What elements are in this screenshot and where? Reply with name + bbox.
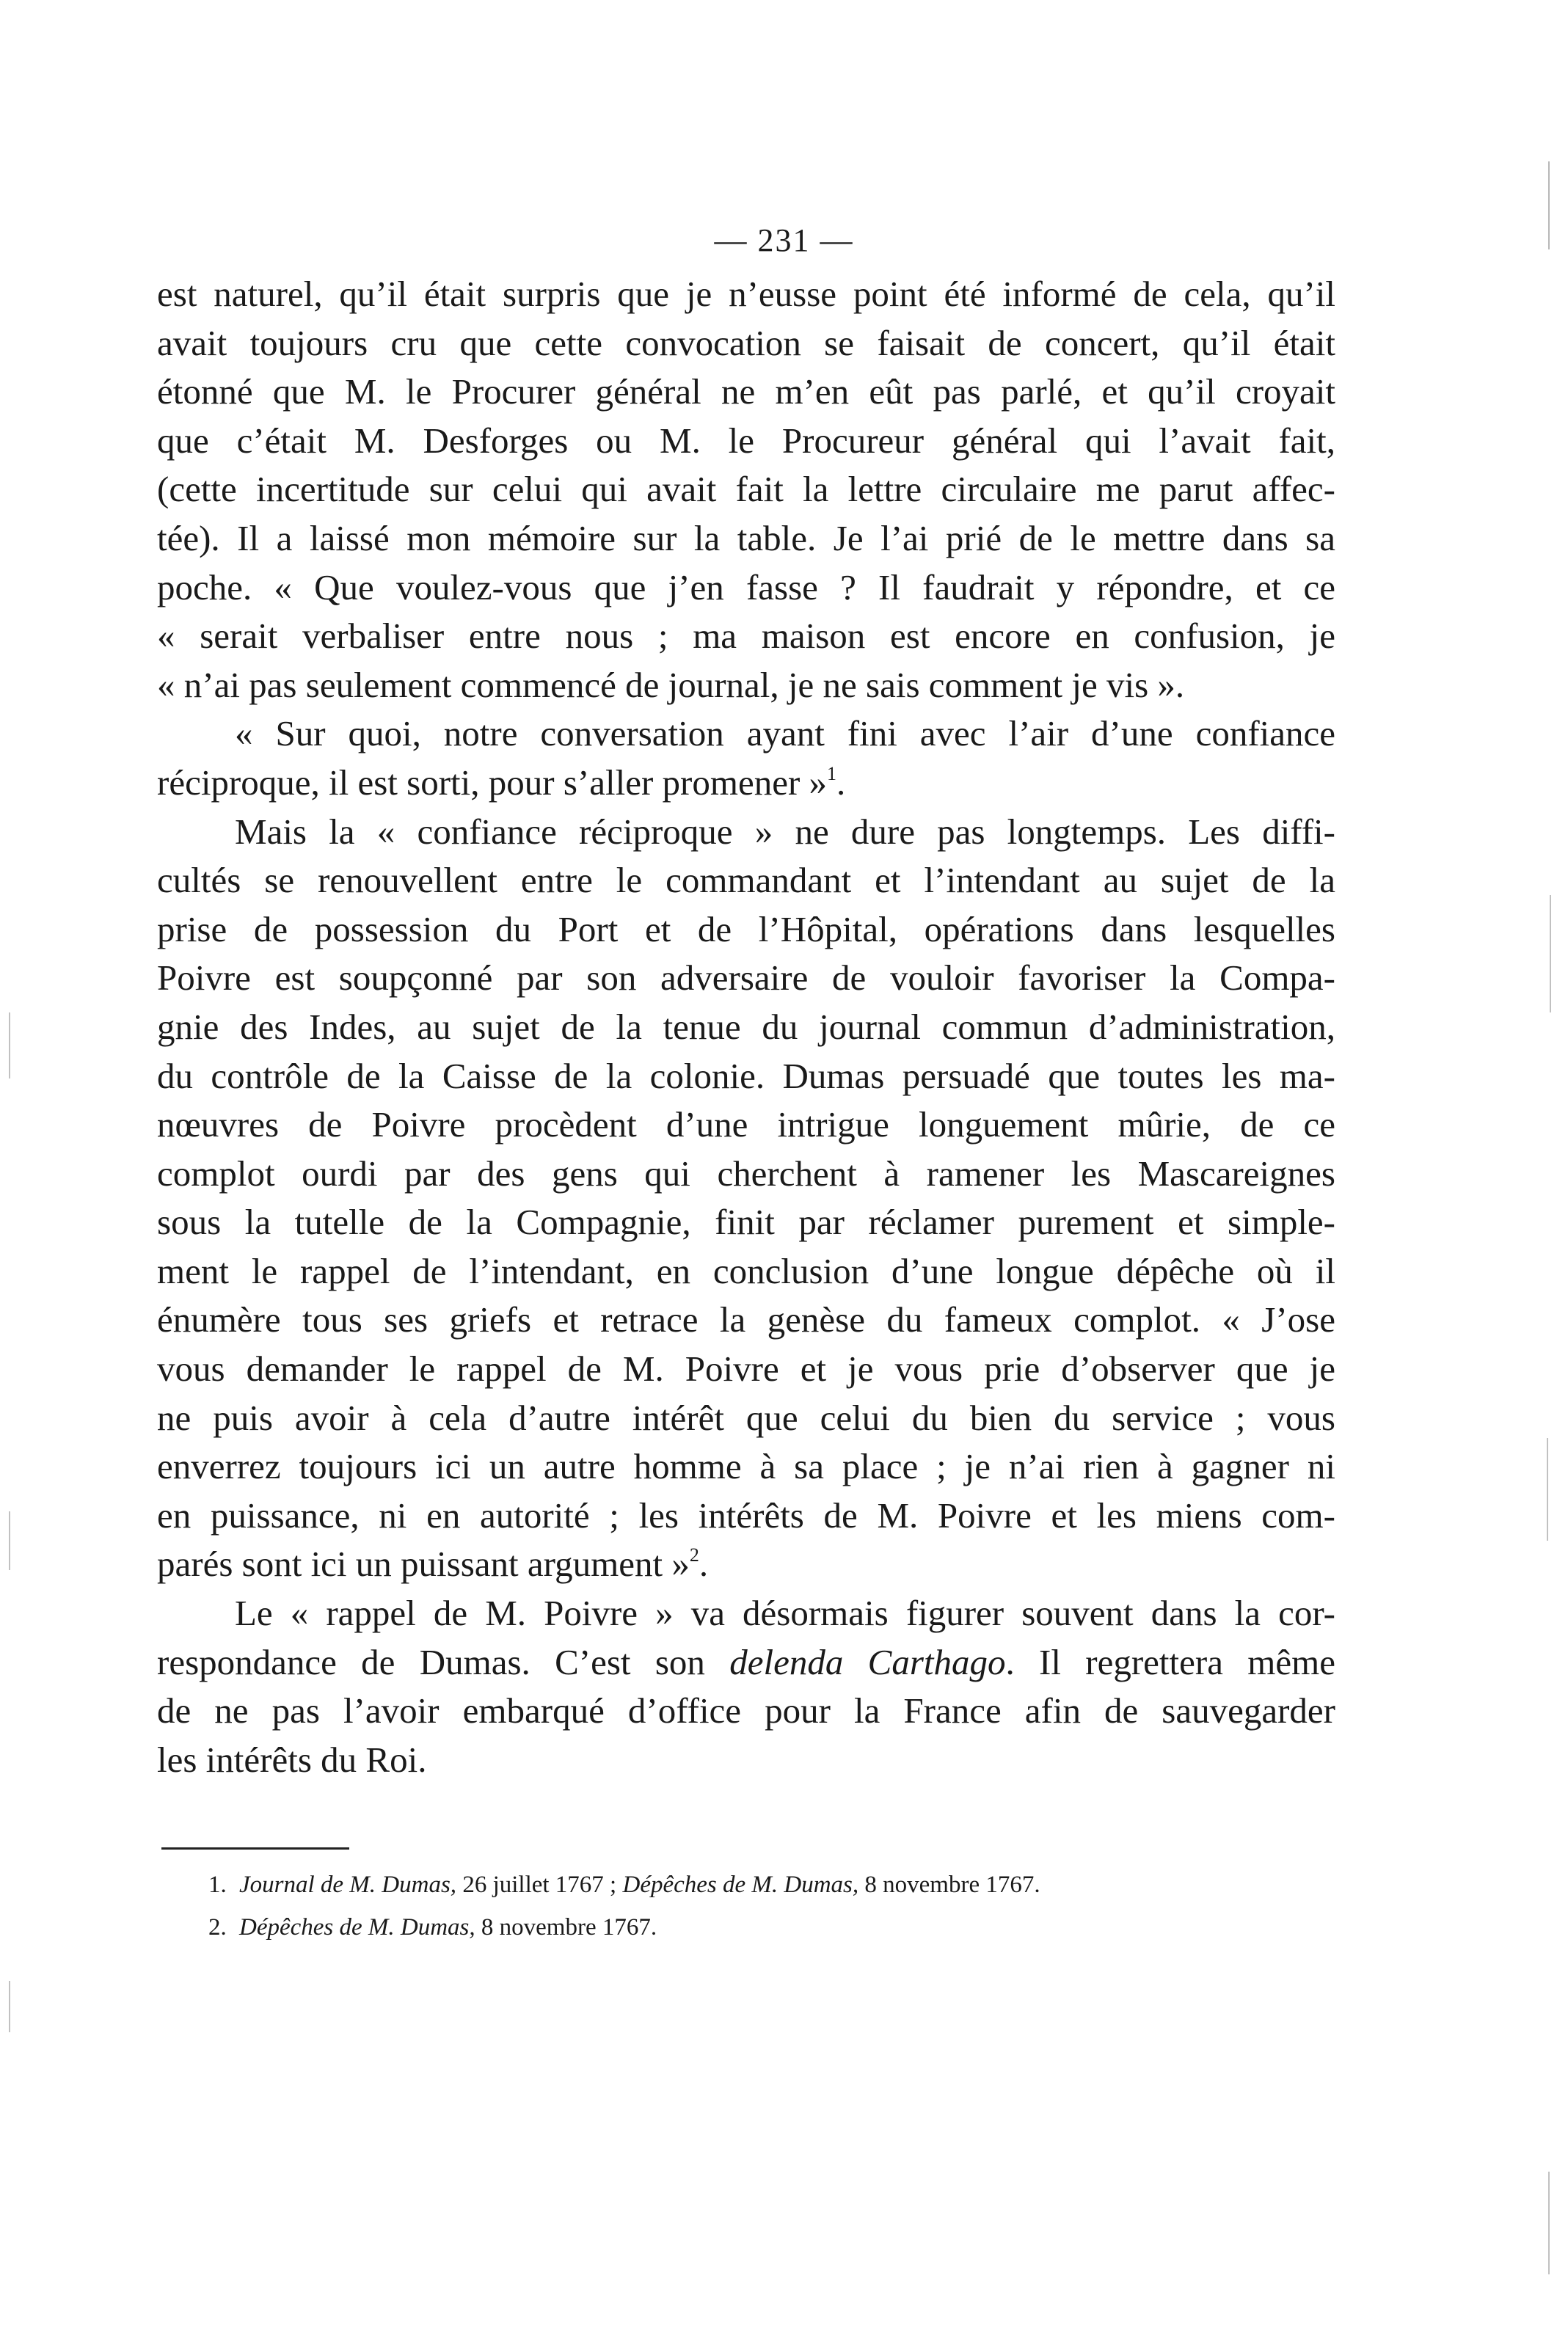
footnote-text: 26 juillet 1767 ; <box>456 1872 623 1898</box>
text-line: nœuvres de Poivre procèdent d’une intrigue longuement mûrie, de ce <box>157 1104 1335 1145</box>
paragraph-2 <box>157 709 1335 807</box>
text-line: complot ourdi par des gens qui cherchent à ramener les Mascareignes <box>157 1153 1335 1194</box>
text-line <box>157 1589 1335 1638</box>
text-line <box>157 1540 1335 1589</box>
paragraph-3 <box>157 808 1335 1590</box>
text-run: . Il regrettera même <box>1005 1641 1335 1682</box>
footnote-source: Dépêches de M. Dumas, <box>622 1872 859 1898</box>
scan-mark <box>1550 895 1551 1012</box>
text-line: est naturel, qu’il était surpris que je n’eusse point été informé de cela, qu’il <box>157 274 1335 314</box>
footnote-source: Journal de M. Dumas, <box>239 1872 457 1898</box>
text-line: cultés se renouvellent entre le commandant et l’intendant au sujet de la <box>157 860 1335 901</box>
text-line: ment le rappel de l’intendant, en conclusion d’une longue dépêche où il <box>157 1250 1335 1291</box>
footnotes <box>208 1864 1236 1949</box>
text-line: tée). Il a laissé mon mémoire sur la table. Je l’ai prié de le mettre dans sa <box>157 517 1335 558</box>
text-line: énumère tous ses griefs et retrace la genèse du fameux complot. « J’ose <box>157 1299 1335 1340</box>
text-line: enverrez toujours ici un autre homme à sa place ; je n’ai rien à gagner ni <box>157 1446 1335 1487</box>
text-line-trailing: . <box>836 762 846 803</box>
text-line: Poivre est soupçonné par son adversaire de vouloir favoriser la Compa- <box>157 957 1335 999</box>
text-run: de ne pas l’avoir embarqué d’office pour la France afin de sauvegarder <box>157 1690 1335 1731</box>
footnote-source: Dépêches de M. Dumas, <box>239 1914 475 1941</box>
text-line: « serait verbaliser entre nous ; ma maison est encore en confusion, je <box>157 616 1335 657</box>
text-line: gnie des Indes, au sujet de la tenue du journal commun d’administration, <box>157 1006 1335 1047</box>
footnote-1 <box>208 1864 1236 1906</box>
scan-mark <box>1548 2172 1550 2274</box>
scan-mark <box>9 1511 10 1570</box>
text-line: ne puis avoir à cela d’autre intérêt que celui du bien du service ; vous <box>157 1397 1335 1438</box>
text-line: « n’ai pas seulement commencé de journal, je ne sais comment je vis ». <box>157 664 1185 705</box>
text-line: étonné que M. le Procurer général ne m’en eût pas parlé, et qu’il croyait <box>157 371 1335 412</box>
italic-phrase: delenda Carthago <box>729 1641 1006 1682</box>
footnote-separator <box>161 1847 349 1850</box>
footnote-2 <box>208 1906 1236 1949</box>
paragraph-4 <box>157 1589 1335 1784</box>
text-line <box>157 1736 1335 1785</box>
scan-mark <box>1548 161 1550 249</box>
scan-mark <box>1547 1438 1548 1541</box>
text-run: Le « rappel de M. Poivre » va désormais figurer souvent dans la cor- <box>235 1593 1335 1634</box>
text-line <box>157 1687 1335 1736</box>
body-text <box>157 270 1335 1784</box>
text-line-trailing: . <box>699 1544 709 1585</box>
text-line: (cette incertitude sur celui qui avait fait la lettre circulaire me parut affec- <box>157 469 1335 510</box>
text-line: que c’était M. Desforges ou M. le Procureur général qui l’avait fait, <box>157 420 1335 461</box>
text-line: avait toujours cru que cette convocation se faisait de concert, qu’il était <box>157 322 1335 363</box>
text-line: Mais la « confiance réciproque » ne dure pas longtemps. Les diffi- <box>235 811 1335 852</box>
footnote-number: 1. <box>208 1872 227 1898</box>
text-run: respondance de Dumas. C’est son <box>157 1641 730 1682</box>
text-line <box>157 1638 1335 1687</box>
page-number: — 231 — <box>714 222 854 258</box>
scan-mark <box>9 1012 10 1078</box>
scan-mark <box>9 1981 10 2032</box>
text-line: sous la tutelle de la Compagnie, finit par réclamer purement et simple- <box>157 1202 1335 1243</box>
text-line <box>157 759 1335 808</box>
text-run: les intérêts du Roi. <box>157 1739 427 1780</box>
footnote-reference: 1 <box>827 762 837 784</box>
text-line: prise de possession du Port et de l’Hôpital, opérations dans lesquelles <box>157 908 1335 949</box>
text-line: en puissance, ni en autorité ; les intérêts de M. Poivre et les miens com- <box>157 1494 1335 1536</box>
text-line: du contrôle de la Caisse de la colonie. Dumas persuadé que toutes les ma- <box>157 1055 1335 1096</box>
text-line-content: parés sont ici un puissant argument » <box>157 1544 690 1585</box>
text-line: poche. « Que voulez-vous que j’en fasse ? Il faudrait y répondre, et ce <box>157 566 1335 607</box>
footnote-text: 8 novembre 1767. <box>858 1872 1040 1898</box>
footnote-number: 2. <box>208 1914 227 1941</box>
footnote-reference: 2 <box>689 1544 699 1566</box>
text-line-content: réciproque, il est sorti, pour s’aller promener » <box>157 762 828 803</box>
text-line: « Sur quoi, notre conversation ayant fini avec l’air d’une confiance <box>235 713 1335 754</box>
footnote-text: 8 novembre 1767. <box>475 1914 657 1941</box>
text-line: vous demander le rappel de M. Poivre et je vous prie d’observer que je <box>157 1348 1335 1390</box>
paragraph-1 <box>157 270 1335 709</box>
